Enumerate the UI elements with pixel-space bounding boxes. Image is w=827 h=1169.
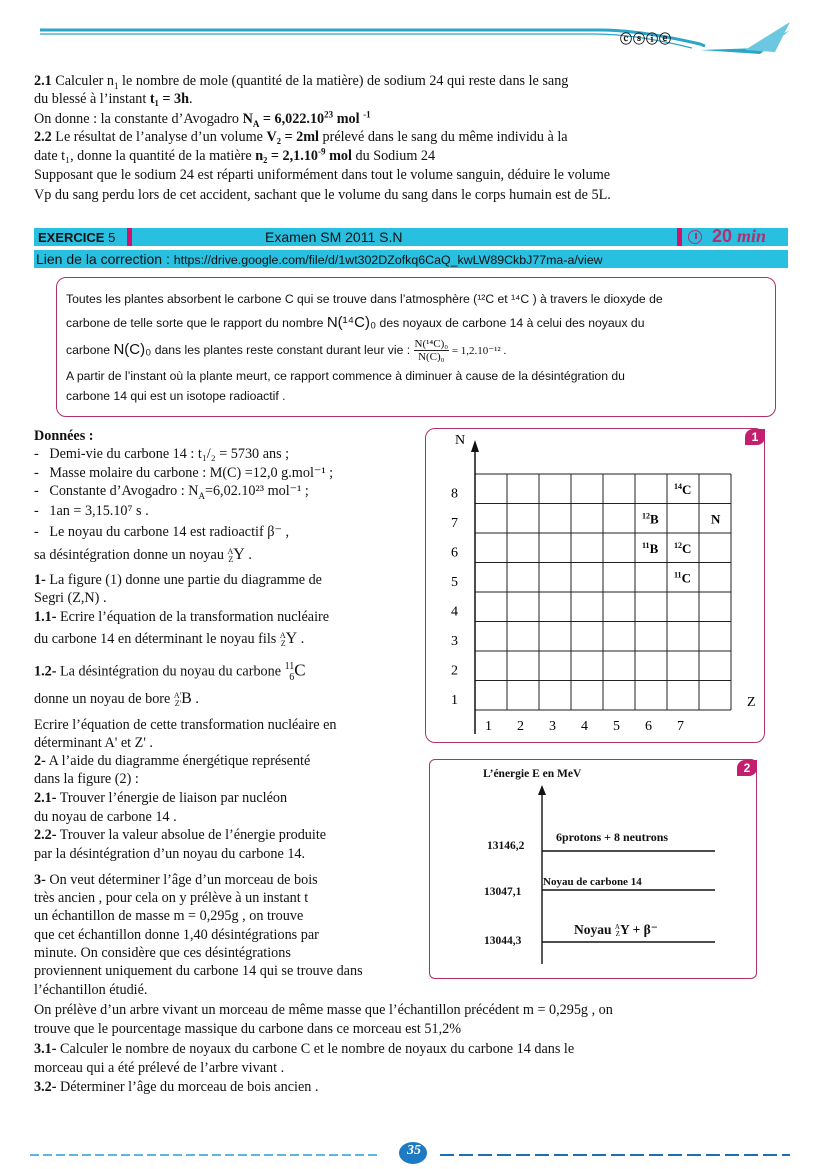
donnees-item-4: - 1an = 3,15.10⁷ s . — [34, 503, 149, 519]
q21-line3: On donne : la constante d’Avogadro $N_A = 6,022.10^{23}$ mol $^{-1}$ — [34, 109, 371, 129]
q1-line1: 1- La figure (1) donne une partie du diagramme de — [34, 572, 322, 588]
donnees-item-3: - Constante d’Avogadro : $N_A=6,02.10^{23}$ mol⁻¹ ; — [34, 483, 309, 501]
x-tick-label: 2 — [517, 719, 524, 734]
axis-label-z: Z — [747, 695, 756, 710]
level-value-1: 13146,2 — [487, 840, 525, 852]
q12-line4: déterminant A' et Z' . — [34, 735, 153, 751]
axis-label-n: N — [455, 433, 466, 448]
license-badge: ⓒⓢⓘⓔ — [620, 32, 673, 46]
nucleus-cell-N: N — [711, 511, 721, 527]
q21-line2: du blessé à l’instant t₁ = 3h. — [34, 91, 193, 107]
intro-text: Toutes les plantes absorbent le carbone C qui se trouve dans l’atmosphère (¹²C et ¹⁴C ) à travers le dioxyde de carbone de telle sorte que le rapport du nombre N(¹⁴C)₀ des noyaux de carbone 14 à celui des noyaux du carbone N(C)₀ dans les plantes reste constant durant leur vie : $\frac{\text{N(¹⁴C)₀}}{\text{N(C)₀}}$ = 1,2.10⁻¹² . A partir de l’instant où la plante meurt, ce rapport commence à diminuer à cause de la désintégration du carbone 14 qui est un isotope radioactif . — [66, 292, 663, 403]
q32-line: 3.2- Déterminer l’âge du morceau de bois ancien . — [34, 1079, 319, 1095]
nucleus-cell-14C: $^{14}$C — [674, 481, 692, 497]
time-value: 20 min — [712, 226, 767, 246]
level-value-2: 13047,1 — [484, 886, 522, 898]
donnees-item-1: - Demi-vie du carbone 14 : t₁/₂ = 5730 ans ; — [34, 446, 290, 462]
level-value-3: 13044,3 — [484, 935, 522, 947]
y-tick-label: 8 — [451, 486, 458, 502]
q3-line3: un échantillon de masse m = 0,295g , on trouve — [34, 908, 304, 924]
fig2-badge: 2 — [737, 760, 757, 776]
header-decoration — [0, 0, 827, 60]
donnees-item-2: - Masse molaire du carbone : M(C) =12,0 g.mol⁻¹ ; — [34, 465, 334, 481]
exercise-bar — [34, 228, 788, 246]
y-tick-label: 4 — [451, 604, 458, 620]
q22-line2: date t₁, donne la quantité de la matière $n_2 = 2,1.10^{-9}$ mol du Sodium 24 — [34, 146, 436, 164]
exercise-label: EXERCICE 5 — [38, 230, 116, 245]
x-tick-label: 1 — [485, 719, 492, 734]
q12-line1: 1.2- La désintégration du noyau du carbone 11 6 C — [34, 660, 306, 683]
q31-line2: morceau qui a été prélevé de l’arbre vivant . — [34, 1060, 285, 1076]
q12-line3: Ecrire l’équation de cette transformation nucléaire en — [34, 717, 337, 733]
y-tick-label: 5 — [451, 575, 458, 590]
q21b-line1: 2.1- Trouver l’énergie de liaison par nucléon — [34, 790, 288, 806]
q3-line1: 3- On veut déterminer l’âge d’un morceau de bois — [34, 872, 318, 888]
y-tick-label: 2 — [451, 663, 458, 679]
nucleus-cell-12B: $^{12}$B — [642, 511, 659, 527]
energy-axis — [429, 759, 755, 977]
x-tick-label: 6 — [645, 719, 652, 734]
q21b-line2: du noyau de carbone 14 . — [34, 809, 177, 825]
nucleus-cell-11C: $^{11}$C — [674, 570, 691, 586]
exercise-marker — [127, 228, 132, 246]
nucleus-cell-11B: $^{11}$B — [642, 540, 659, 556]
q3-line5: minute. On considère que ces désintégrations — [34, 945, 291, 961]
exercise-title: Examen SM 2011 S.N — [265, 229, 403, 245]
q2-line2: dans la figure (2) : — [34, 771, 139, 787]
clock-hand — [695, 233, 697, 239]
q22-line3: Supposant que le sodium 24 est réparti uniformément dans tout le volume sanguin, déduire le volume — [34, 167, 611, 183]
donnees-item-5: - Le noyau du carbone 14 est radioactif β⁻ , — [34, 524, 290, 540]
x-tick-label: 3 — [549, 719, 556, 734]
q3-line2: très ancien , pour cela on y prélève à un instant t — [34, 890, 309, 906]
q1-line2: Segri (Z,N) . — [34, 590, 107, 606]
donnees-sa: sa désintégration donne un noyau A Z Y . — [34, 546, 252, 564]
x-tick-label: 5 — [613, 719, 620, 734]
y-tick-label: 3 — [451, 634, 458, 649]
p-line2: trouve que le pourcentage massique du carbone dans ce morceau est 51,2% — [34, 1021, 462, 1037]
n-axis-arrow — [471, 440, 479, 452]
q3-line6: proviennent uniquement du carbone 14 qui se trouve dans — [34, 963, 363, 979]
segre-diagram — [425, 428, 763, 741]
p-line1: On prélève d’un arbre vivant un morceau de même masse que l’échantillon précédent m = 0,295g , on — [34, 1002, 613, 1018]
q31-line1: 3.1- Calculer le nombre de noyaux du carbone C et le nombre de noyaux du carbone 14 dans le — [34, 1041, 575, 1057]
nucleus-cell-12C: $^{12}$C — [674, 540, 692, 556]
level-label-1: 6protons + 8 neutrons — [556, 830, 669, 844]
x-tick-label: 7 — [677, 719, 684, 734]
correction-label: Lien de la correction : https://drive.google.com/file/d/1wt302DZofkq6CaQ_kwLW89CkbJ77ma-a/view — [36, 251, 603, 267]
q21-line1: 2.1 Calculer $n_1$ le nombre de mole (quantité de la matière) de sodium 24 qui reste dans le sang — [34, 73, 569, 91]
q22b-line2: par la désintégration d’un noyau du carbone 14. — [34, 846, 306, 862]
fig1-badge: 1 — [745, 429, 765, 445]
q3-line4: que cet échantillon donne 1,40 désintégrations par — [34, 927, 319, 943]
donnees-title: Données : — [34, 428, 94, 444]
y-tick-label: 1 — [451, 693, 458, 708]
x-tick-label: 4 — [581, 719, 588, 734]
q22-line1: 2.2 Le résultat de l’analyse d’un volume V₂ = 2ml prélevé dans le sang du même individu à la — [34, 129, 568, 145]
page-number: 35 — [407, 1143, 421, 1158]
level-label-2: Noyau de carbone 14 — [543, 876, 642, 888]
q2-line1: 2- A l’aide du diagramme énergétique représenté — [34, 753, 311, 769]
y-tick-label: 6 — [451, 545, 458, 561]
q22b-line1: 2.2- Trouver la valeur absolue de l’énergie produite — [34, 827, 327, 843]
time-marker — [677, 228, 682, 246]
q11-line2: du carbone 14 en déterminant le noyau fils A Z Y . — [34, 630, 305, 648]
q22-line4: Vp du sang perdu lors de cet accident, sachant que le volume du sang dans le corps humain est de 5L. — [34, 187, 611, 203]
fig2-ylabel: L’énergie E en MeV — [483, 768, 582, 780]
q3-line7: l’échantillon étudié. — [34, 982, 148, 998]
y-tick-label: 7 — [451, 516, 458, 531]
level-label-3: Noyau A Z Y + β⁻ — [574, 922, 658, 938]
q11-line1: 1.1- Ecrire l’équation de la transformation nucléaire — [34, 609, 330, 625]
correction-link[interactable]: https://drive.google.com/file/d/1wt302DZofkq6CaQ_kwLW89CkbJ77ma-a/view — [173, 253, 603, 267]
q12-line2: donne un noyau de bore A' Z' B . — [34, 690, 199, 708]
